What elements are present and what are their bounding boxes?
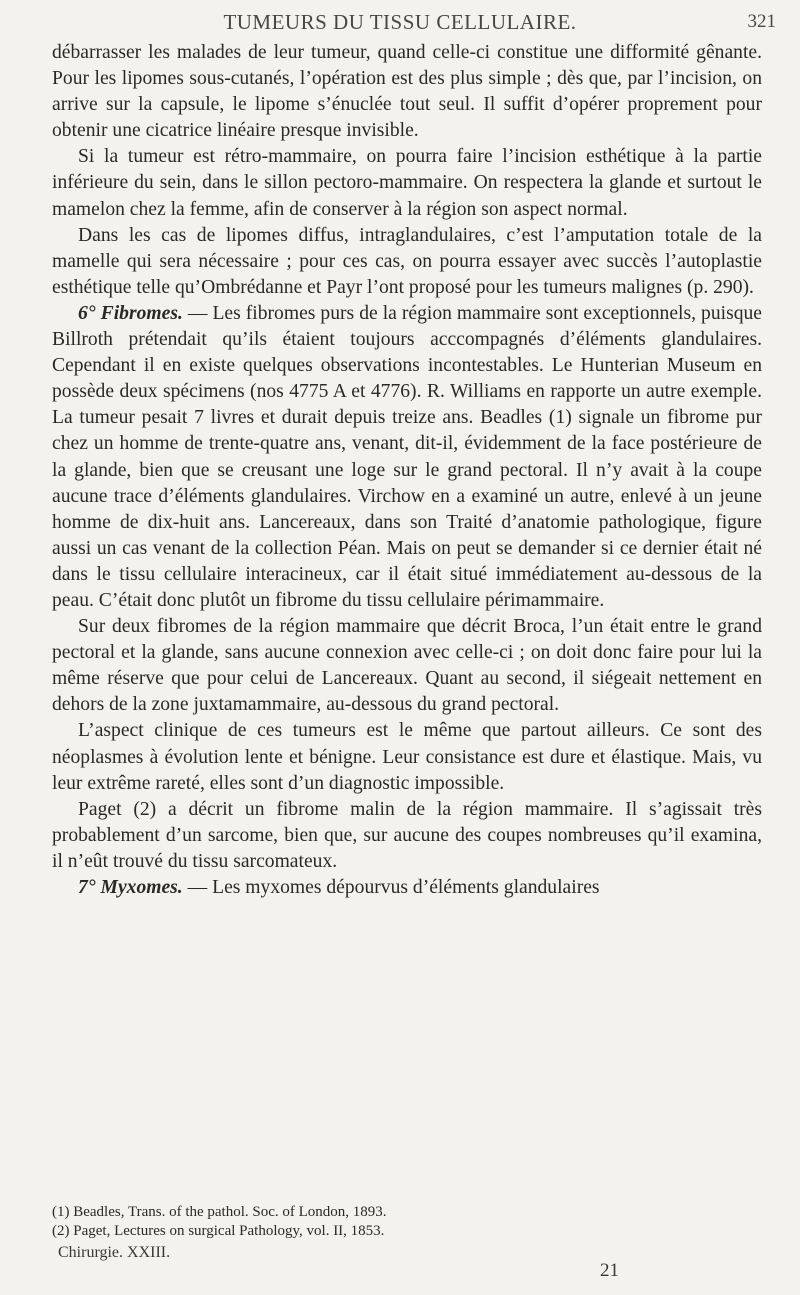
paragraph [52, 223, 762, 301]
paragraph [52, 718, 762, 796]
folio-number: 21 [600, 1260, 619, 1281]
page-number: 321 [747, 11, 776, 32]
paragraph-text: débarrasser les malades de leur tumeur, quand celle-ci constitue une difformité gênante. Pour les lipomes sous-cutanés, l’opération est des plus simple ; dès que, par l’incision, on arrive sur la capsule, le lipome s’énuclée tout seul. Il suffit d’opérer proprement pour obtenir une cicatrice linéaire presque invisible. [52, 42, 762, 142]
section-heading: 6° Fibromes. [78, 302, 183, 324]
running-head: TUMEURS DU TISSU CELLULAIRE. [223, 10, 577, 34]
paragraph-text: — Les fibromes purs de la région mammaire sont exceptionnels, puisque Billroth prétendait qu’ils étaient toujours acccompagnés d’éléments glandulaires. Cependant il en existe quelques observations incontestables. Le Hunterian Museum en possède deux spécimens (nos 4775 A et 4776). R. Williams en rapporte un autre exemple. La tumeur pesait 7 livres et durait depuis treize ans. Beadles (1) signale un fibrome pur chez un homme de trente-quatre ans, venant, dit-il, évidemment de la face postérieure de la glande, bien que se creusant une loge sur le grand pectoral. Il n’y avait à la coupe aucune trace d’éléments glandulaires. Virchow en a examiné un autre, enlevé à un jeune homme de dix-huit ans. Lancereaux, dans son Traité d’anatomie pathologique, figure aussi un cas venant de la collection Péan. Mais on peut se demander si ce dernier était né dans le tissu cellulaire interacineux, car il était situé immédiatement au-dessous de la peau. C’était donc plutôt un fibrome du tissu cellulaire périmammaire. [52, 302, 762, 611]
paragraph [52, 797, 762, 875]
footnote: (1) Beadles, Trans. of the pathol. Soc. of London, 1893. [52, 1204, 387, 1220]
paragraph [52, 144, 762, 222]
signature-mark: Chirurgie. XXIII. [58, 1244, 171, 1261]
paragraph [52, 40, 762, 144]
paragraph-text: — Les myxomes dépourvus d’éléments glandulaires [182, 877, 600, 898]
footnotes [52, 1203, 762, 1241]
paragraph-text: Dans les cas de lipomes diffus, intraglandulaires, c’est l’amputation totale de la mamelle qui sera nécessaire ; pour ces cas, on pourra essayer avec succès l’autoplastie esthétique telle qu’Ombrédanne et Payr l’ont proposé pour les tumeurs malignes (p. 290). [52, 224, 762, 298]
paragraph-fibromes [52, 301, 762, 614]
paragraph-text: L’aspect clinique de ces tumeurs est le même que partout ailleurs. Ce sont des néoplasmes à évolution lente et bénigne. Leur consistance est dure et élastique. Mais, vu leur extrême rareté, elles sont d’un diagnostic impossible. [52, 720, 762, 794]
paragraph-text: Paget (2) a décrit un fibrome malin de la région mammaire. Il s’agissait très probablement d’un sarcome, bien que, sur aucune des coupes nombreuses qu’il examina, il n’eût trouvé du tissu sarcomateux. [52, 798, 762, 872]
body-text [52, 40, 762, 901]
paragraph [52, 614, 762, 718]
footnote: (2) Paget, Lectures on surgical Pathology, vol. II, 1853. [52, 1223, 385, 1239]
paragraph-text: Si la tumeur est rétro-mammaire, on pourra faire l’incision esthétique à la partie inférieure du sein, dans le sillon pectoro-mammaire. On respectera la glande et surtout le mamelon chez la femme, afin de conserver à la région son aspect normal. [52, 146, 762, 220]
section-heading: 7° Myxomes. [78, 877, 183, 898]
paragraph-myxomes [52, 875, 762, 901]
page-header [0, 8, 800, 38]
paragraph-text: Sur deux fibromes de la région mammaire que décrit Broca, l’un était entre le grand pectoral et la glande, sans aucune connexion avec celle-ci ; on doit donc faire pour lui la même réserve que pour celui de Lancereaux. Quant au second, il siégeait nettement en dehors de la zone juxtamammaire, au-dessous du grand pectoral. [52, 616, 762, 716]
